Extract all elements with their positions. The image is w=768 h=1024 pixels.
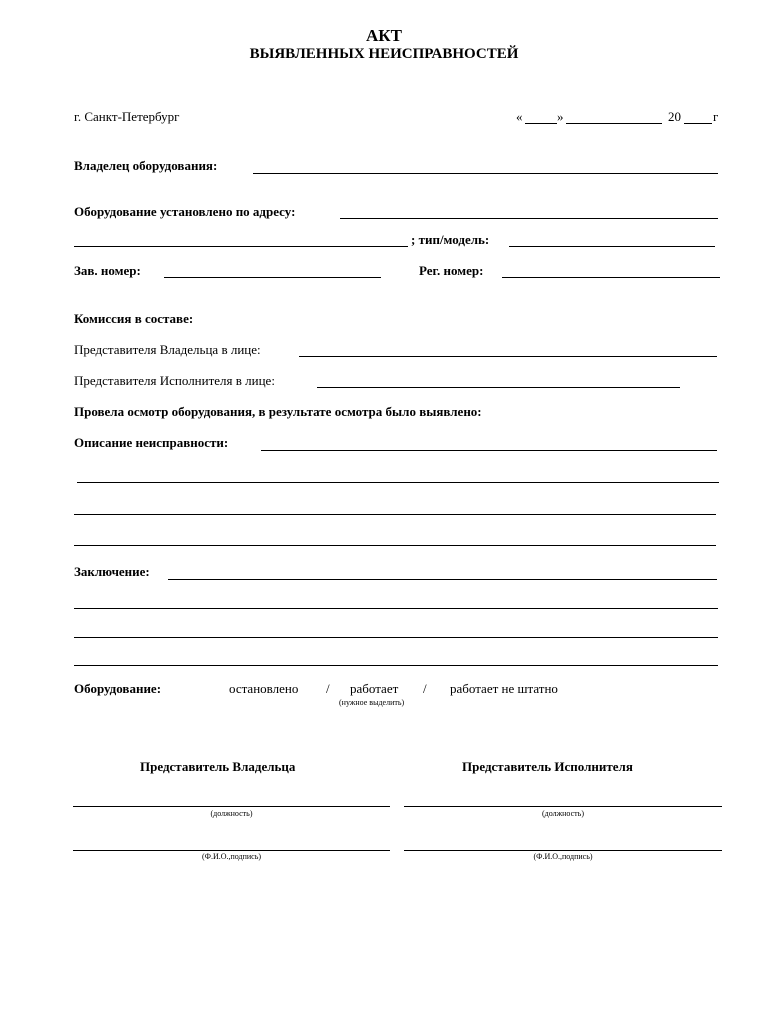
date-open-quote: « [516, 109, 523, 124]
year-suffix: г [713, 109, 719, 124]
year-prefix: 20 [668, 109, 681, 124]
executor-name-signature-field[interactable] [404, 850, 722, 851]
owner-label: Владелец оборудования: [74, 158, 218, 173]
city-label: г. Санкт-Петербург [74, 109, 180, 124]
status-separator: / [326, 681, 330, 696]
fault-description-line[interactable] [74, 514, 716, 515]
executor-name-caption: (Ф.И.О.,подпись) [533, 852, 593, 861]
serial-number-field[interactable] [164, 277, 381, 278]
date-year-field[interactable] [684, 123, 712, 124]
address-field-line2[interactable] [74, 246, 408, 247]
owner-rep-label: Представителя Владельца в лице: [74, 342, 261, 357]
conclusion-field[interactable] [168, 579, 717, 580]
reg-number-field[interactable] [502, 277, 720, 278]
fault-description-field[interactable] [261, 450, 717, 451]
conclusion-label: Заключение: [74, 564, 150, 579]
status-option-working[interactable]: работает [350, 681, 399, 696]
owner-field[interactable] [253, 173, 718, 174]
serial-number-label: Зав. номер: [74, 263, 141, 278]
fault-description-line[interactable] [74, 545, 716, 546]
date-day-field[interactable] [525, 123, 557, 124]
document-title: АКТ [366, 26, 402, 45]
type-model-field[interactable] [509, 246, 715, 247]
commission-heading: Комиссия в составе: [74, 311, 194, 326]
conclusion-line[interactable] [74, 608, 718, 609]
executor-position-caption: (должность) [542, 809, 584, 818]
address-label: Оборудование установлено по адресу: [74, 204, 296, 219]
owner-name-signature-field[interactable] [73, 850, 390, 851]
owner-signature-heading: Представитель Владельца [140, 759, 296, 774]
executor-rep-label: Представителя Исполнителя в лице: [74, 373, 275, 388]
date-month-field[interactable] [566, 123, 662, 124]
type-model-label: ; тип/модель: [411, 232, 490, 247]
equipment-status-label: Оборудование: [74, 681, 162, 696]
owner-position-caption: (должность) [210, 809, 253, 818]
status-separator: / [423, 681, 427, 696]
conclusion-line[interactable] [74, 665, 718, 666]
executor-signature-heading: Представитель Исполнителя [462, 759, 633, 774]
reg-number-label: Рег. номер: [419, 263, 484, 278]
status-option-stopped[interactable]: остановлено [229, 681, 299, 696]
executor-rep-field[interactable] [317, 387, 680, 388]
inspection-statement: Провела осмотр оборудования, в результате осмотра было выявлено: [74, 404, 482, 419]
owner-rep-field[interactable] [299, 356, 717, 357]
status-option-abnormal[interactable]: работает не штатно [450, 681, 558, 696]
document-subtitle: ВЫЯВЛЕННЫХ НЕИСПРАВНОСТЕЙ [249, 46, 519, 62]
address-field[interactable] [340, 218, 718, 219]
conclusion-line[interactable] [74, 637, 718, 638]
fault-description-label: Описание неисправности: [74, 435, 229, 450]
fault-description-line[interactable] [77, 482, 719, 483]
executor-position-field[interactable] [404, 806, 722, 807]
date-close-quote: » [557, 109, 564, 124]
status-hint: (нужное выделить) [339, 698, 405, 707]
owner-name-caption: (Ф.И.О.,подпись) [201, 852, 262, 861]
owner-position-field[interactable] [73, 806, 390, 807]
